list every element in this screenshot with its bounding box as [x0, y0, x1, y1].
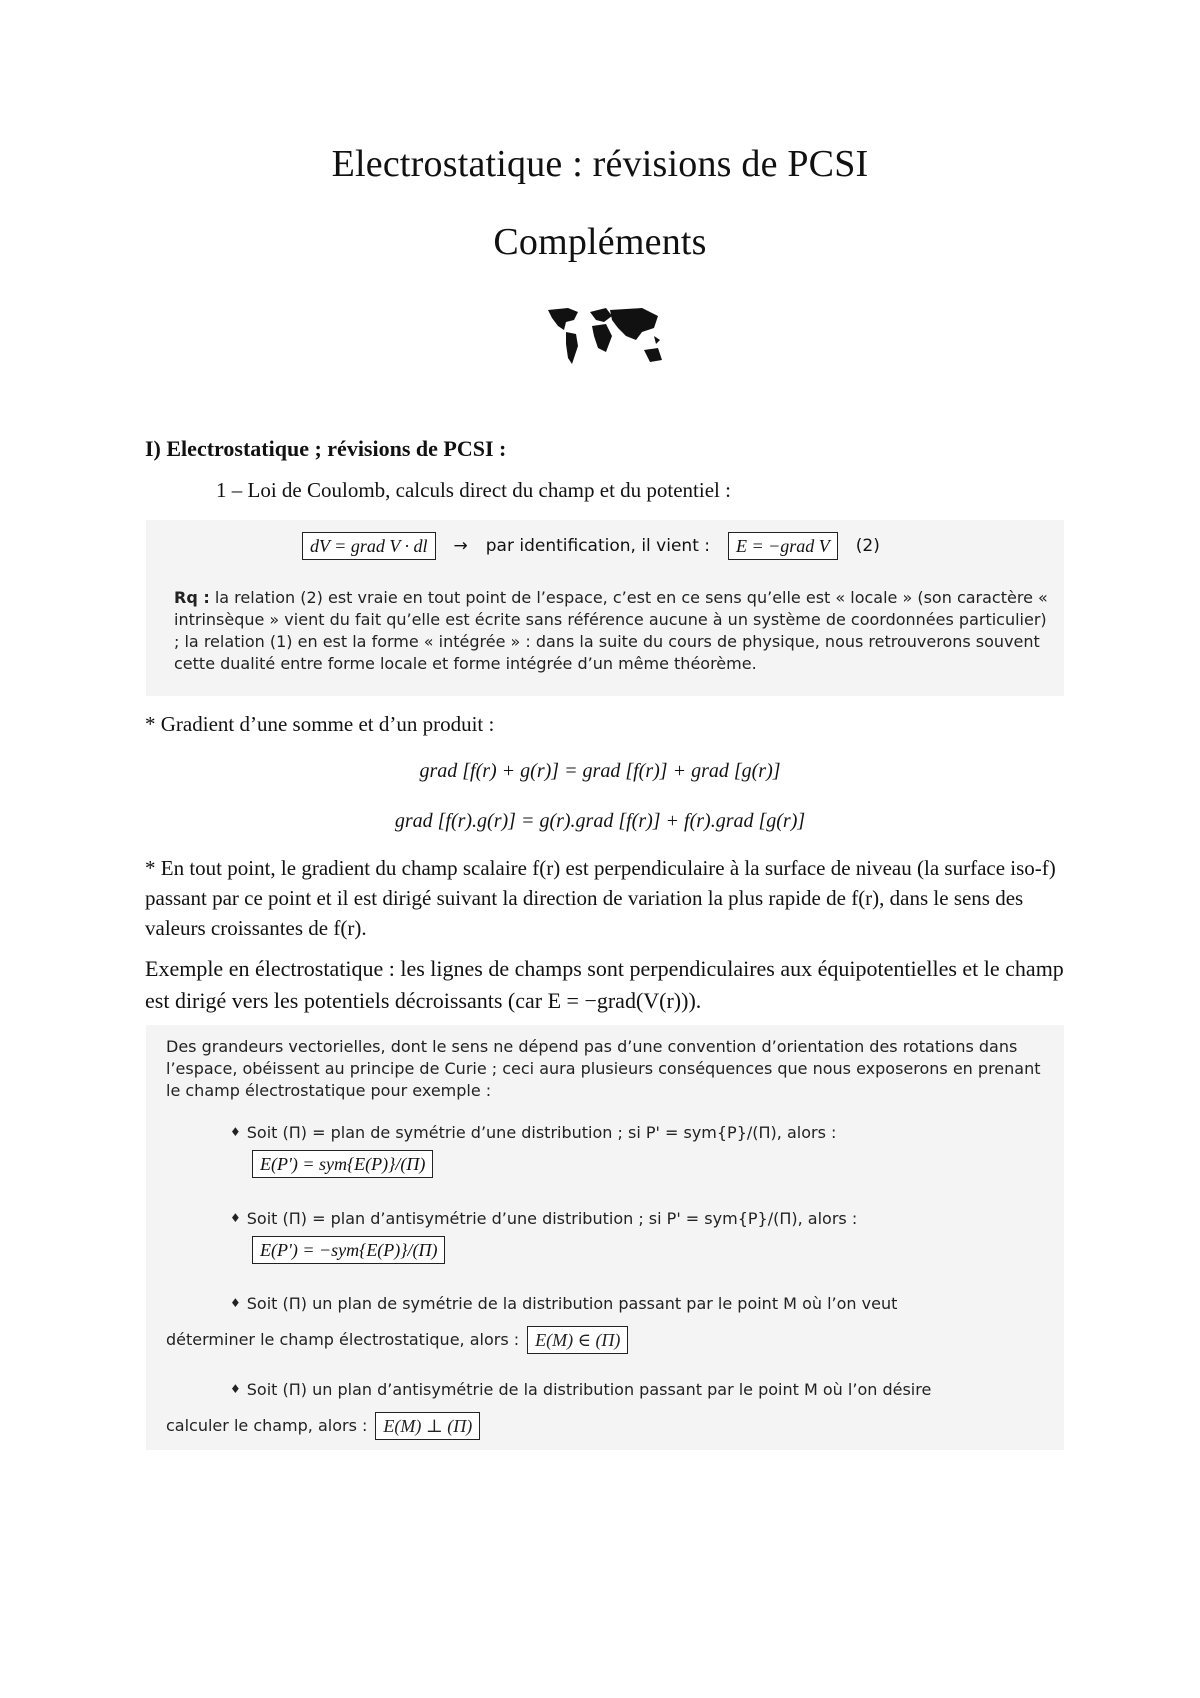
bullet-plane-antisymmetry: ♦ Soit (Π) un plan d’antisymétrie de la distribution passant par le point M où l’on désire — [230, 1380, 932, 1399]
page-subtitle: Compléments — [493, 221, 707, 263]
gradient-paragraph: * En tout point, le gradient du champ scalaire f(r) est perpendiculaire à la surface de niveau (la surface iso-f) passant par ce point et il est dirigé suivant la direction de variation la plus rapide de f(r), dans le sens des valeurs croissantes de f(r). — [145, 856, 1056, 940]
formula-e-grad: E = −grad V — [728, 532, 838, 560]
formula-e-perp-plane: E(M) ⊥ (Π) — [375, 1412, 480, 1440]
formula-dv: dV = grad V · dl — [302, 532, 436, 560]
arrow-icon: → — [453, 536, 468, 556]
example-paragraph: Exemple en électrostatique : les lignes de champs sont perpendiculaires aux équipotentielles et le champ est dirigé vers les potentiels décroissants (car E = −grad(V(r))). — [145, 956, 1064, 1013]
diamond-bullet-icon: ♦ — [230, 1125, 241, 1139]
diamond-bullet-icon: ♦ — [230, 1382, 241, 1396]
world-map-icon — [546, 306, 666, 372]
remark-text — [174, 587, 1054, 675]
section-heading: I) Electrostatique ; révisions de PCSI : — [145, 436, 507, 461]
bullet-plane-symmetry: ♦ Soit (Π) un plan de symétrie de la distribution passant par le point M où l’on veut — [230, 1294, 898, 1313]
page-title: Electrostatique : révisions de PCSI — [331, 143, 869, 185]
diamond-bullet-icon: ♦ — [230, 1296, 241, 1310]
remark-label: Rq : — [174, 588, 210, 607]
gradient-sum-equation: grad [f(r) + g(r)] = grad [f(r)] + grad [g(r)] — [419, 760, 781, 782]
bullet-symmetry: ♦ Soit (Π) = plan de symétrie d’une distribution ; si P' = sym{P}/(Π), alors : — [230, 1123, 837, 1142]
curie-intro: Des grandeurs vectorielles, dont le sens ne dépend pas d’une convention d’orientation des rotations dans l’espace, obéissent au principe de Curie ; ceci aura plusieurs conséquences que nous exposerons en prenant le champ électrostatique pour exemple : — [166, 1037, 1041, 1100]
bullet-antisymmetry: ♦ Soit (Π) = plan d’antisymétrie d’une distribution ; si P' = sym{P}/(Π), alors : — [230, 1209, 858, 1228]
formula-e-in-plane: E(M) ∈ (Π) — [527, 1326, 628, 1354]
gradient-intro: * Gradient d’une somme et d’un produit : — [145, 712, 495, 736]
formula-symmetry: E(P') = sym{E(P)}/(Π) — [252, 1150, 433, 1178]
gradient-product-equation: grad [f(r).g(r)] = g(r).grad [f(r)] + f(r).grad [g(r)] — [394, 810, 806, 832]
gradient-relation-row — [302, 531, 880, 561]
formula-antisymmetry: E(P') = −sym{E(P)}/(Π) — [252, 1236, 445, 1264]
identification-text: par identification, il vient : — [485, 536, 710, 556]
equation-tag: (2) — [855, 536, 880, 556]
bullet-plane-symmetry-cont: déterminer le champ électrostatique, alors : E(M) ∈ (Π) — [166, 1326, 628, 1354]
subsection-heading: 1 – Loi de Coulomb, calculs direct du champ et du potentiel : — [216, 478, 731, 502]
remark-body: la relation (2) est vraie en tout point de l’espace, c’est en ce sens qu’elle est « locale » (son caractère « intrinsèque » vient du fait qu’elle est écrite sans référence aucune à un système de coordonnées particulier) ; la relation (1) en est la forme « intégrée » : dans la suite du cours de physique, nous retrouverons souvent cette dualité entre forme locale et forme intégrée d’un même théorème. — [174, 588, 1048, 673]
bullet-plane-antisymmetry-cont: calculer le champ, alors : E(M) ⊥ (Π) — [166, 1412, 480, 1440]
diamond-bullet-icon: ♦ — [230, 1211, 241, 1225]
